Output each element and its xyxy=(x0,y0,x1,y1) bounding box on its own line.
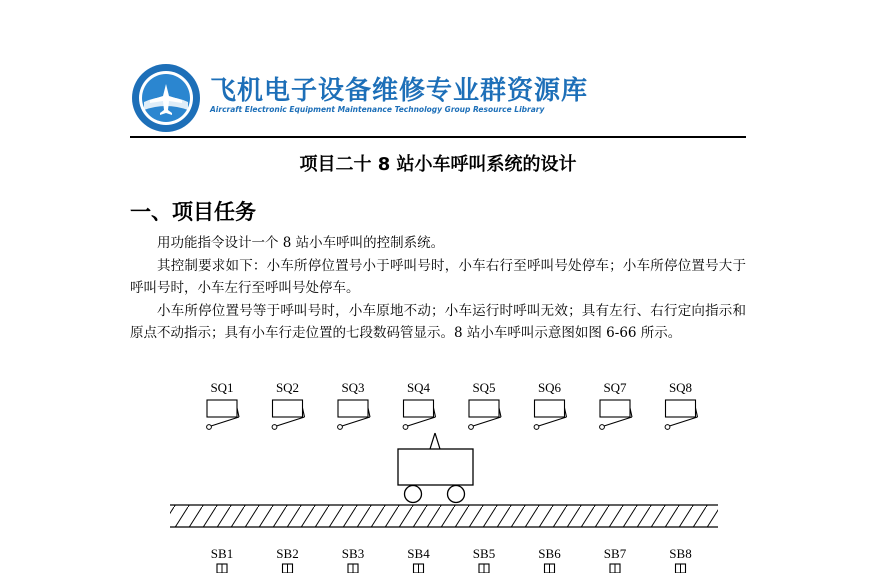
limit-switch-label: SQ5 xyxy=(472,380,496,395)
call-button-sb4 xyxy=(407,546,430,573)
call-button-label: SB5 xyxy=(472,546,496,561)
limit-switch-sq2 xyxy=(272,380,304,429)
paragraph: 其控制要求如下：小车所停位置号小于呼叫号时，小车右行至呼叫号处停车；小车所停位置号大于呼叫号时，小车左行至呼叫号处停车。 xyxy=(130,257,746,297)
limit-switch-sq1 xyxy=(207,380,239,429)
call-button-label: SB4 xyxy=(407,546,430,561)
call-button-label: SB8 xyxy=(669,546,692,561)
limit-switch-sq4 xyxy=(403,380,435,429)
call-button-label: SB2 xyxy=(276,546,299,561)
document-title: 项目二十 8 站小车呼叫系统的设计 xyxy=(299,154,577,175)
header-rule xyxy=(130,136,746,138)
call-button-label: SB1 xyxy=(210,546,234,561)
trolley xyxy=(398,433,473,503)
limit-switch-sq7 xyxy=(600,380,632,429)
limit-switch-sq6 xyxy=(534,380,566,429)
airplane-seal-icon xyxy=(130,62,202,134)
body-text xyxy=(130,232,746,345)
resource-library-logo xyxy=(130,62,750,136)
limit-switch-label: SQ3 xyxy=(341,380,365,395)
paragraph: 小车所停位置号等于呼叫号时，小车原地不动；小车运行时呼叫无效；具有左行、右行定向指示和原点不动指示；具有小车行走位置的七段数码管显示。8 站小车呼叫示意图如图 6-66 所示。 xyxy=(130,302,746,342)
limit-switch-sq8 xyxy=(665,380,697,429)
limit-switch-sq5 xyxy=(469,380,501,429)
paragraph: 用功能指令设计一个 8 站小车呼叫的控制系统。 xyxy=(157,235,445,251)
limit-switch-label: SQ6 xyxy=(537,380,562,395)
track xyxy=(170,505,718,527)
limit-switch-label: SQ7 xyxy=(603,380,627,395)
limit-switch-label: SQ4 xyxy=(406,380,431,395)
library-subtitle: Aircraft Electronic Equipment Maintenance Technology Group Resource Library xyxy=(210,105,545,114)
limit-switch-sq3 xyxy=(338,380,370,429)
library-title: 飞机电子设备维修专业群资源库 xyxy=(210,76,589,106)
limit-switch-label: SQ1 xyxy=(210,380,234,395)
call-button-label: SB7 xyxy=(603,546,627,561)
call-button-label: SB3 xyxy=(341,546,365,561)
call-button-sb8 xyxy=(669,546,691,573)
call-button-sb2 xyxy=(276,546,298,573)
call-button-sb1 xyxy=(211,546,233,573)
call-button-sb7 xyxy=(604,546,627,573)
call-button-sb5 xyxy=(473,546,495,573)
call-button-label: SB6 xyxy=(538,546,561,561)
call-button-sb3 xyxy=(342,546,364,573)
limit-switch-label: SQ8 xyxy=(668,380,693,395)
trolley-call-diagram xyxy=(160,375,740,573)
section-heading: 一、项目任务 xyxy=(130,200,256,224)
call-button-sb6 xyxy=(538,546,561,573)
limit-switch-label: SQ2 xyxy=(275,380,300,395)
